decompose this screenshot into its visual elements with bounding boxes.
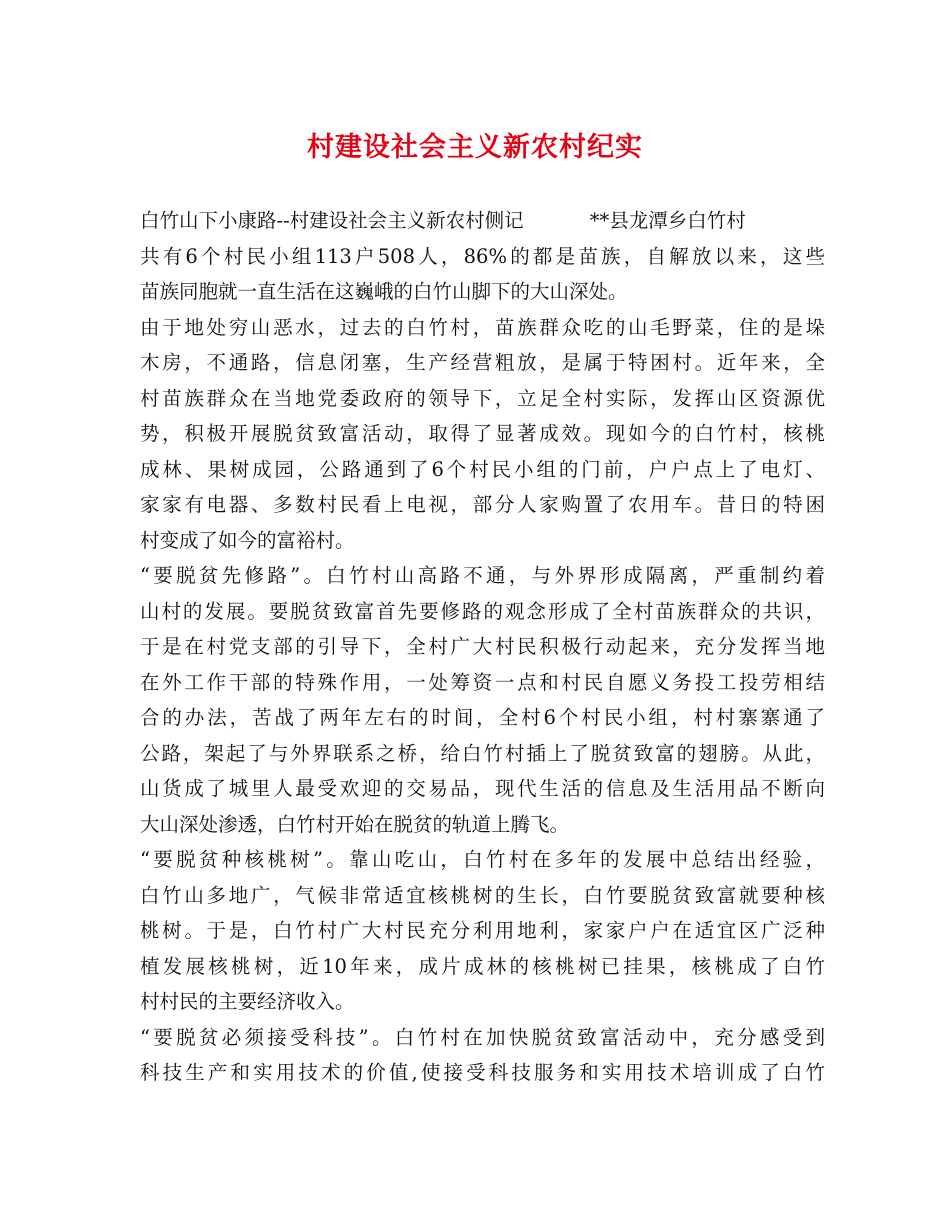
text-line [140, 416, 825, 452]
text-line [140, 913, 825, 949]
line-text: 白竹山多地广，气候非常适宜核桃树的生长，白竹要脱贫致富就要种核 [140, 883, 825, 907]
text-line [140, 594, 825, 630]
line-text: 公路，架起了与外界联系之桥，给白竹村插上了脱贫致富的翅膀。从此， [140, 741, 825, 765]
text-line [140, 1055, 825, 1091]
line-text: 家家有电器、多数村民看上电视，部分人家购置了农用车。昔日的特困 [140, 493, 825, 516]
text-line [140, 665, 825, 701]
line-text: 共有6个村民小组113户508人，86%的都是苗族，自解放以来，这些 [140, 244, 825, 268]
text-line [140, 949, 825, 985]
text-line [140, 736, 825, 772]
text-line [140, 629, 825, 665]
line-text: 桃树。于是，白竹村广大村民充分利用地利，家家户户在适宜区广泛种 [140, 919, 825, 942]
document-body [140, 203, 825, 1091]
line-text: “要脱贫先修路”。白竹村山高路不通，与外界形成隔离，严重制约着 [140, 564, 825, 587]
line-text: “要脱贫种核桃树”。靠山吃山，白竹村在多年的发展中总结出经验， [140, 848, 825, 871]
line-text: “要脱贫必须接受科技”。白竹村在加快脱贫致富活动中，充分感受到 [140, 1025, 825, 1049]
line-text: 木房，不通路，信息闭塞，生产经营粗放，是属于特困村。近年来，全 [140, 351, 825, 374]
text-line [140, 842, 825, 878]
text-line [140, 487, 825, 523]
line-text: 山村的发展。要脱贫致富首先要修路的观念形成了全村苗族群众的共识， [140, 599, 825, 623]
text-line [140, 1020, 825, 1056]
text-line [140, 310, 825, 346]
line-text: 势，积极开展脱贫致富活动，取得了显著成效。现如今的白竹村，核桃 [140, 422, 825, 445]
text-line [140, 878, 825, 914]
text-line [140, 523, 825, 559]
line-text: 植发展核桃树，近10年来，成片成林的核桃树已挂果，核桃成了白竹 [140, 954, 825, 978]
line-text: 于是在村党支部的引导下，全村广大村民积极行动起来，充分发挥当地 [140, 635, 825, 658]
line-text: 村苗族群众在当地党委政府的领导下，立足全村实际，发挥山区资源优 [140, 386, 825, 410]
text-line [140, 203, 825, 239]
text-line [140, 274, 825, 310]
line-text: 白竹山下小康路--村建设社会主义新农村侧记 [140, 209, 524, 232]
document-title: 村建设社会主义新农村纪实 [307, 132, 643, 163]
text-line [140, 381, 825, 417]
line-text: 苗族同胞就一直生活在这巍峨的白竹山脚下的大山深处。 [140, 280, 628, 303]
text-line [140, 345, 825, 381]
line-text: 合的办法，苦战了两年左右的时间，全村6个村民小组，村村寨寨通了 [140, 706, 825, 729]
line-text: 成林、果树成园，公路通到了6个村民小组的门前，户户点上了电灯、 [140, 457, 825, 481]
line-text: 村村民的主要经济收入。 [140, 990, 355, 1013]
text-line [140, 984, 825, 1020]
text-line [140, 239, 825, 275]
text-line [140, 452, 825, 488]
text-line [140, 558, 825, 594]
text-line [140, 807, 825, 843]
line-text: 村变成了如今的富裕村。 [140, 528, 355, 552]
line-text: 山货成了城里人最受欢迎的交易品，现代生活的信息及生活用品不断向 [140, 777, 825, 800]
line-text-continuation: **县龙潭乡白竹村 [589, 209, 746, 232]
line-text: 大山深处渗透，白竹村开始在脱贫的轨道上腾飞。 [140, 812, 570, 836]
line-text: 在外工作干部的特殊作用，一处筹资一点和村民自愿义务投工投劳相结 [140, 670, 825, 694]
text-line [140, 771, 825, 807]
line-text: 由于地处穷山恶水，过去的白竹村，苗族群众吃的山毛野菜，住的是垛 [140, 315, 825, 339]
line-text: 科技生产和实用技术的价值,使接受科技服务和实用技术培训成了白竹 [140, 1061, 825, 1084]
text-line [140, 700, 825, 736]
